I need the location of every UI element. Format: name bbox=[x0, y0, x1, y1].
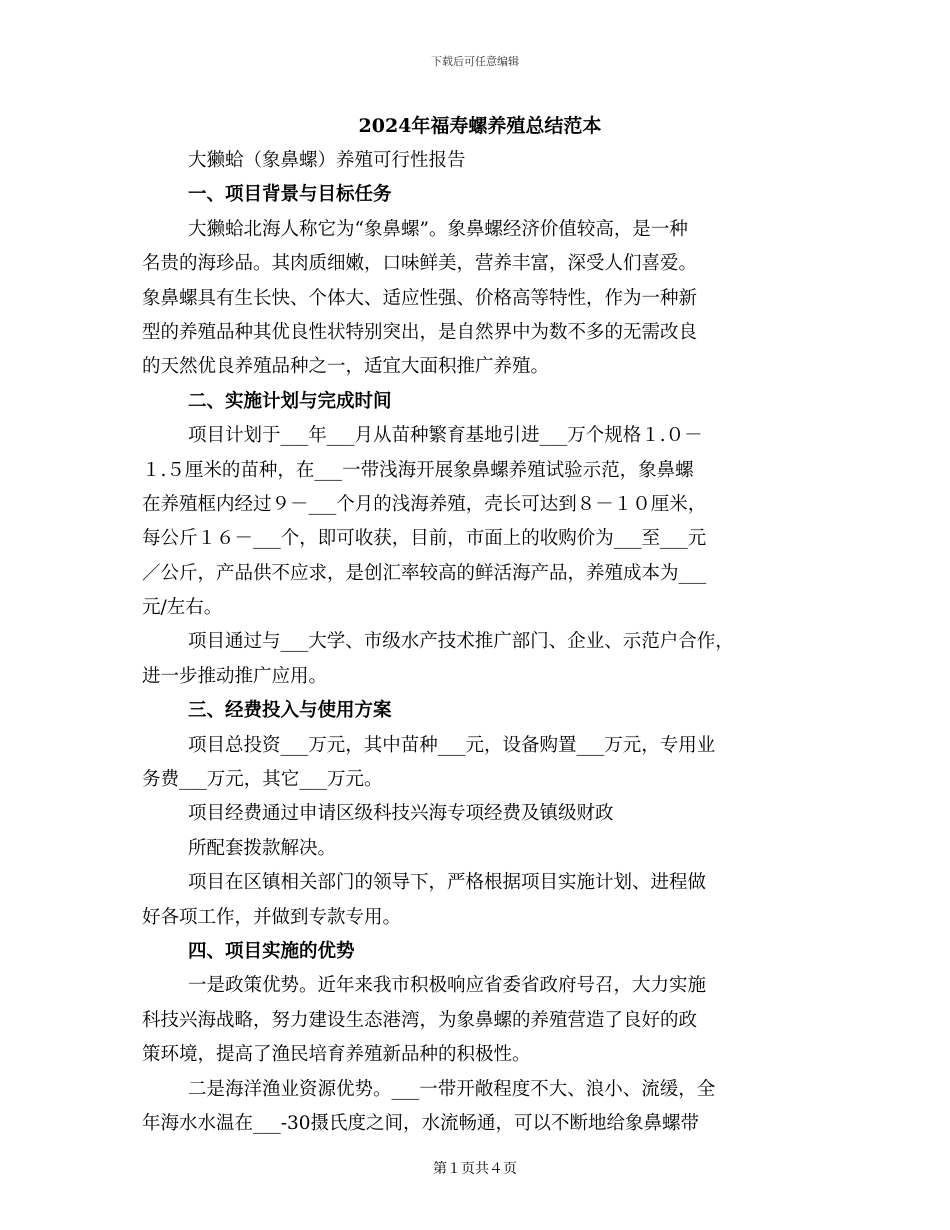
section-heading: 四、项目实施的优势 bbox=[188, 940, 355, 962]
paragraph-line: １.５厘米的苗种，在___一带浅海开展象鼻螺养殖试验示范，象鼻螺 bbox=[142, 459, 694, 481]
paragraph-line: 每公斤１６－___个，即可收获，目前，市面上的收购价为___至___元 bbox=[142, 528, 707, 550]
paragraph-line: 务费___万元，其它___万元。 bbox=[142, 769, 383, 791]
paragraph-line: 项目总投资___万元，其中苗种___元，设备购置___万元，专用业 bbox=[188, 734, 716, 756]
paragraph-line: 大獭蛤（象鼻螺）养殖可行性报告 bbox=[188, 150, 466, 171]
paragraph-line: 项目在区镇相关部门的领导下，严格根据项目实施计划、进程做 bbox=[188, 872, 707, 894]
header-note: 下载后可任意编辑 bbox=[431, 55, 519, 68]
section-heading: 一、项目背景与目标任务 bbox=[188, 184, 392, 206]
document-title: 2024年福寿螺养殖总结范本 bbox=[358, 115, 602, 137]
paragraph-line: 大獭蛤北海人称它为“象鼻螺”。象鼻螺经济价值较高，是一种 bbox=[188, 218, 688, 240]
paragraph-line: 的天然优良养殖品种之一，适宜大面积推广养殖。 bbox=[142, 356, 550, 378]
section-heading: 三、经费投入与使用方案 bbox=[188, 700, 392, 722]
paragraph-line: 在养殖框内经过９－___个月的浅海养殖，壳长可达到８－１０厘米， bbox=[142, 493, 707, 515]
document-lines bbox=[142, 144, 818, 1141]
paragraph-line: 策环境，提高了渔民培育养殖新品种的积极性。 bbox=[142, 1044, 531, 1066]
paragraph-line: ／公斤，产品供不应求，是创汇率较高的鲜活海产品，养殖成本为___ bbox=[142, 562, 707, 584]
paragraph-line: 好各项工作，并做到专款专用。 bbox=[142, 906, 402, 928]
paragraph-line: 名贵的海珍品。其肉质细嫩，口味鲜美，营养丰富，深受人们喜爱。 bbox=[142, 253, 698, 275]
paragraph-line: 元/左右。 bbox=[142, 597, 223, 619]
paragraph-line: 科技兴海战略，努力建设生态港湾，为象鼻螺的养殖营造了良好的政 bbox=[142, 1009, 698, 1031]
paragraph-line: 项目经费通过申请区级科技兴海专项经费及镇级财政 bbox=[188, 803, 614, 825]
document-body bbox=[142, 108, 818, 1141]
paragraph-line: 象鼻螺具有生长快、个体大、适应性强、价格高等特性，作为一种新 bbox=[142, 287, 698, 309]
paragraph-line: 型的养殖品种其优良性状特别突出，是自然界中为数不多的无需改良 bbox=[142, 321, 698, 343]
paragraph-line: 一是政策优势。近年来我市积极响应省委省政府号召，大力实施 bbox=[188, 975, 707, 997]
paragraph-line: 项目计划于___年___月从苗种繁育基地引进___万个规格１.０－ bbox=[188, 425, 703, 447]
paragraph-line: 进一步推动推广应用。 bbox=[142, 665, 328, 687]
paragraph-line: 二是海洋渔业资源优势。___一带开敞程度不大、浪小、流缓，全 bbox=[188, 1078, 716, 1100]
paragraph-line: 项目通过与___大学、市级水产技术推广部门、企业、示范户合作， bbox=[188, 631, 734, 653]
paragraph-line: 年海水水温在___-30摄氏度之间，水流畅通，可以不断地给象鼻螺带 bbox=[142, 1112, 700, 1134]
paragraph-line: 所配套拨款解决。 bbox=[188, 837, 337, 859]
section-heading: 二、实施计划与完成时间 bbox=[188, 390, 392, 412]
page-number: 第１页共４页 bbox=[433, 1161, 517, 1177]
